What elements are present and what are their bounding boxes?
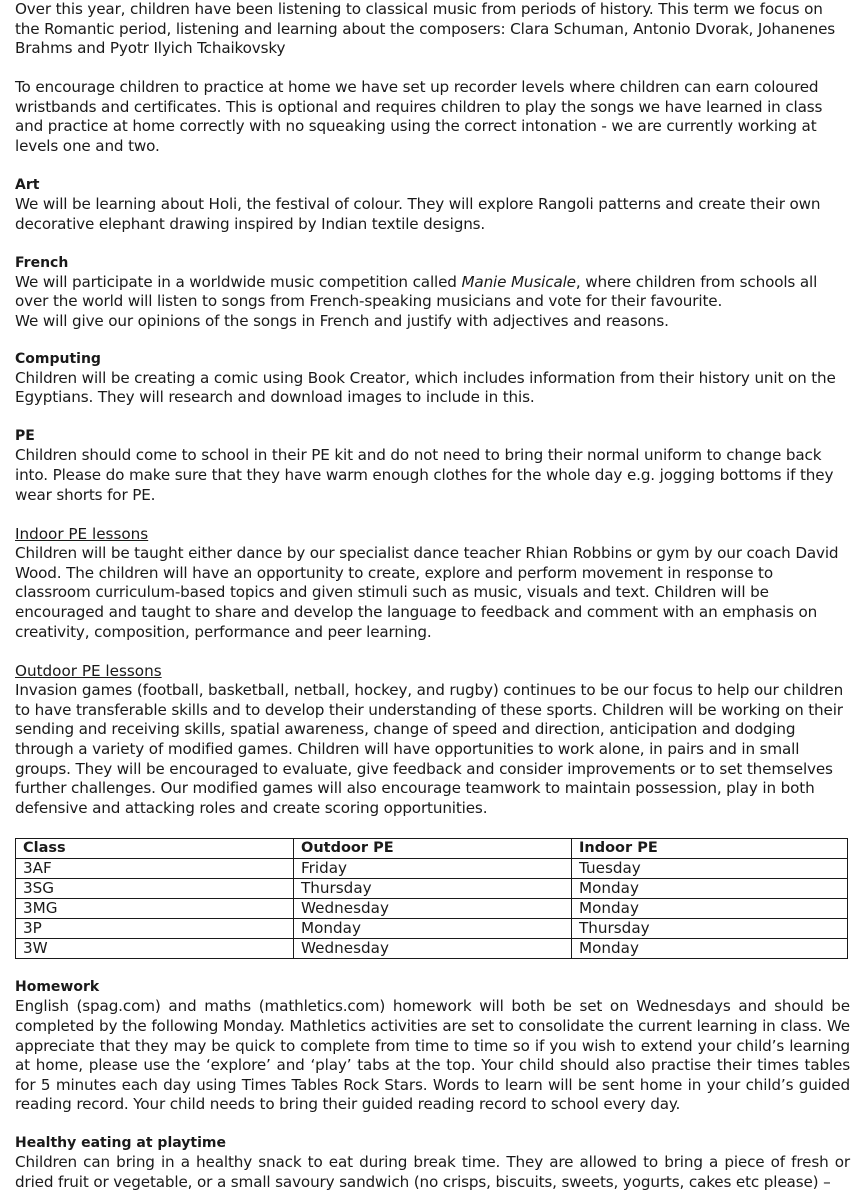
pe-timetable [15, 838, 848, 959]
indoor-pe-cell: Monday [572, 938, 848, 958]
outdoor-pe-cell: Wednesday [294, 898, 572, 918]
column-header-class: Class [16, 838, 294, 858]
homework-heading: Homework [15, 979, 100, 996]
art-heading: Art [15, 177, 40, 194]
timetable-header-row [16, 838, 848, 858]
computing-section [15, 350, 850, 408]
healthy-eating-section [15, 1134, 850, 1192]
column-header-indoor-pe: Indoor PE [572, 838, 848, 858]
french-body-end: , where children from schools all over the world will listen to songs from French-speaking musicians and vote for their favourite. [15, 272, 818, 311]
class-cell: 3MG [16, 898, 294, 918]
outdoor-pe-cell: Monday [294, 918, 572, 938]
art-body: We will be learning about Holi, the festival of colour. They will explore Rangoli patterns and create their own decorative elephant drawing inspired by Indian textile designs. [15, 195, 821, 233]
table-row [16, 938, 848, 958]
table-row [16, 858, 848, 878]
healthy-eating-body: Children can bring in a healthy snack to eat during break time. They are allowed to bring a piece of fresh or dried fruit or vegetable, or a small savoury sandwich (no crisps, biscuits, sweets, yogurts, cakes etc please) – [15, 1153, 850, 1192]
table-row [16, 898, 848, 918]
indoor-pe-heading: Indoor PE lessons [15, 524, 149, 543]
computing-heading: Computing [15, 350, 101, 367]
french-body-2: We will give our opinions of the songs in French and justify with adjectives and reasons. [15, 312, 669, 331]
newsletter-page [15, 0, 850, 1193]
homework-body: English (spag.com) and maths (mathletics.com) homework will both be set on Wednesdays and should be completed by the following Monday. Mathletics activities are set to consolidate the current learning in class. We appreciate that they may be quick to complete from time to time so if you wish to extend your child’s learning at home, please use the ‘explore’ and ‘play’ tabs at the top. Your child should also practise their times tables for 5 minutes each day using Times Tables Rock Stars. Words to learn will be sent home in your child’s guided reading record. Your child needs to bring their guided reading record to school every day. [15, 997, 850, 1114]
music-intro-paragraph: Over this year, children have been listening to classical music from periods of history. This term we focus on the Romantic period, listening and learning about the composers: Clara Schuman, Antonio Dvorak, Johanenes Brahms and Pyotr Ilyich Tchaikovsky [15, 0, 836, 58]
french-body [15, 273, 850, 312]
table-row [16, 918, 848, 938]
outdoor-pe-cell: Wednesday [294, 938, 572, 958]
indoor-pe-body: Children will be taught either dance by our specialist dance teacher Rhian Robbins or gym by our coach David Wood. The children will have an opportunity to create, explore and perform movement in response to classroom curriculum-based topics and given stimuli such as music, visuals and text. Children will be encouraged and taught to share and develop the language to feedback and comment with an emphasis on creativity, composition, performance and peer learning. [15, 544, 839, 641]
class-cell: 3P [16, 918, 294, 938]
outdoor-pe-body: Invasion games (football, basketball, netball, hockey, and rugby) continues to be our focus to help our children to have transferable skills and to develop their understanding of these sports. Children will be working on their sending and receiving skills, spatial awareness, change of speed and direction, anticipation and dodging through a variety of modified games. Children will have opportunities to work alone, in pairs and in small groups. They will be encouraged to evaluate, give feedback and consider improvements or to set themselves further challenges. Our modified games will also encourage teamwork to maintain possession, play in both defensive and attacking roles and create scoring opportunities. [15, 681, 844, 817]
recorder-levels-paragraph: To encourage children to practice at home we have set up recorder levels where children can earn coloured wristbands and certificates. This is optional and requires children to play the songs we have learned in class and practice at home correctly with no squeaking using the correct intonation - we are currently working at levels one and two. [15, 78, 823, 156]
art-section [15, 176, 850, 234]
indoor-pe-cell: Thursday [572, 918, 848, 938]
class-cell: 3AF [16, 858, 294, 878]
healthy-eating-heading: Healthy eating at playtime [15, 1135, 226, 1152]
outdoor-pe-cell: Thursday [294, 878, 572, 898]
pe-body: Children should come to school in their PE kit and do not need to bring their normal uniform to change back into. Please do make sure that they have warm enough clothes for the whole day e.g. jogging bottoms if they wear shorts for PE. [15, 446, 834, 504]
class-cell: 3W [16, 938, 294, 958]
indoor-pe-cell: Monday [572, 878, 848, 898]
manie-musicale-text: Manie Musicale [461, 272, 576, 291]
outdoor-pe-cell: Friday [294, 858, 572, 878]
homework-section [15, 978, 850, 1115]
computing-body: Children will be creating a comic using Book Creator, which includes information from their history unit on the Egyptians. They will research and download images to include in this. [15, 368, 836, 407]
column-header-outdoor-pe: Outdoor PE [294, 838, 572, 858]
french-body-start: We will participate in a worldwide music competition called [15, 272, 462, 291]
french-heading: French [15, 254, 69, 271]
class-cell: 3SG [16, 878, 294, 898]
table-row [16, 878, 848, 898]
indoor-pe-cell: Tuesday [572, 858, 848, 878]
french-section [15, 254, 850, 332]
indoor-pe-cell: Monday [572, 898, 848, 918]
pe-section [15, 427, 850, 818]
pe-heading: PE [15, 428, 35, 445]
outdoor-pe-heading: Outdoor PE lessons [15, 661, 162, 680]
